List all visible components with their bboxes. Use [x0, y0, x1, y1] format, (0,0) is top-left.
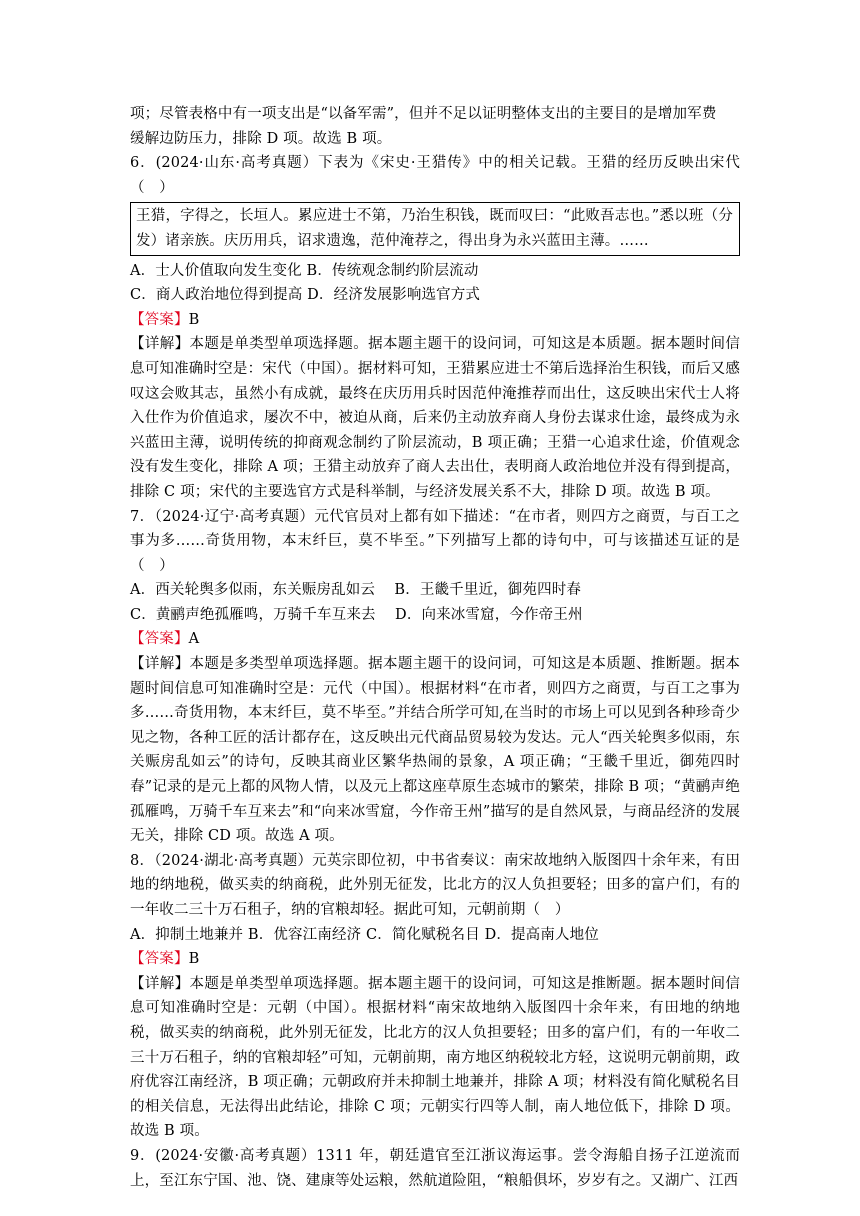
question-8 — [130, 849, 740, 1144]
detail-paragraph — [130, 972, 740, 1144]
detail-paragraph — [130, 332, 740, 504]
document-page — [130, 102, 740, 1193]
question-9 — [130, 1144, 740, 1193]
detail-text: 本题是多类型单项选择题。据本题主题干的设问词，可知这是本质题、推断题。据本题时间信息可知准确时空是：元代（中国）。根据材料“在市者，则四方之商贾，与百工之事为多……奇货用物，本末纤巨，莫不毕至。”并结合所学可知,在当时的市场上可以见到各种珍奇少见之物，各种工匠的活计都存在，这反映出元代商品贸易较为发达。元人“西关轮舆多似雨，东关赈房乱如云”的诗句，反映其商业区繁华热闹的景象，A 项正确；“王畿千里近，御苑四时春”记录的是元上都的风物人情，以及元上都这座草原生态城市的繁荣，排除 B 项；“黄鹂声绝孤雁鸣，万骑千车互来去”和“向来冰雪窟，今作帝王州”描写的是自然风景，与商品经济的发展无关，排除 CD 项。故选 A 项。 — [130, 656, 741, 845]
option-line: C．商人政治地位得到提高 D．经济发展影响选官方式 — [130, 287, 481, 304]
text-line: 缓解边防压力，排除 D 项。故选 B 项。 — [130, 130, 392, 147]
option-line: A．西关轮舆多似雨，东关赈房乱如云 B．王畿千里近，御苑四时春 — [130, 582, 582, 599]
question-stem: 6．(2024·山东·高考真题）下表为《宋史·王猎传》中的相关记载。王猎的经历反映出宋代（ ） — [130, 155, 740, 196]
detail-label: 【详解】 — [130, 975, 190, 992]
detail-text: 本题是单类型单项选择题。据本题主题干的设问词，可知这是本质题。据本题时间信息可知准确时空是：宋代（中国）。据材料可知，王猎累应进士不第后选择治生积钱，而后又感叹这会败其志，虽然小有成就，最终在庆历用兵时因范仲淹推荐而出仕，这反映出宋代士人将入仕作为价值追求，屡次不中，被迫从商，后来仍主动放弃商人身份去谋求仕途，最终成为永兴蓝田主薄，说明传统的抑商观念制约了阶层流动，B 项正确；王猎一心追求仕途，价值观念没有发生变化，排除 A 项；王猎主动放弃了商人去出仕，表明商人政治地位并没有得到提高，排除 C 项；宋代的主要选官方式是科举制，与经济发展关系不大，排除 D 项。故选 B 项。 — [130, 336, 741, 500]
source-box: 王猎，字得之，长垣人。累应进士不第，乃治生积钱，既而叹曰：“此败吾志也。”悉以班（分发）诸亲族。庆历用兵，诏求遗逸，范仲淹荐之，得出身为永兴蓝田主薄。…… — [130, 202, 740, 255]
answer-line — [130, 308, 740, 333]
answer-label: 【答案】 — [130, 311, 189, 328]
question-stem: 9．(2024·安徽·高考真题）1311 年，朝廷遣官至江浙议海运事。尝令海船自扬子江逆流而上，至江东宁国、池、饶、建康等处运粮，然航道险阻，“粮船俱坏，岁岁有之。又湖广、江西 — [130, 1147, 740, 1189]
answer-value: B — [188, 311, 200, 328]
detail-label: 【详解】 — [130, 336, 190, 353]
answer-label: 【答案】 — [130, 631, 189, 648]
option-line: C．黄鹂声绝孤雁鸣，万骑千车互来去 D．向来冰雪窟，今作帝王州 — [130, 606, 583, 623]
detail-paragraph — [130, 652, 740, 849]
answer-value: A — [188, 631, 200, 648]
detail-label: 【详解】 — [130, 656, 190, 673]
question-stem: 8．（2024·湖北·高考真题）元英宗即位初，中书省奏议：南宋故地纳入版图四十余年来，有田地的纳地税，做买卖的纳商税，此外别无征发，比北方的汉人负担要轻；田多的富户们，有的一年收二三十万石租子，纳的官粮却轻。据此可知，元朝前期（ ） — [130, 852, 740, 918]
answer-label: 【答案】 — [130, 951, 189, 968]
option-line: A．抑制土地兼并 B．优容江南经济 C．简化赋税名目 D．提高南人地位 — [130, 926, 599, 943]
answer-line — [130, 627, 740, 652]
answer-value: B — [188, 951, 200, 968]
detail-text: 本题是单类型单项选择题。据本题主题干的设问词，可知这是推断题。据本题时间信息可知准确时空是：元朝（中国）。根据材料“南宋故地纳入版图四十余年来，有田地的纳地税，做买卖的纳商税，此外别无征发，比北方的汉人负担要轻；田多的富户们，有的一年收二三十万石租子，纳的官粮却轻”可知，元朝前期，南方地区纳税较北方轻，这说明元朝前期，政府优容江南经济，B 项正确；元朝政府并未抑制土地兼并，排除 A 项；材料没有简化赋税名目的相关信息，无法得出此结论，排除 C 项；元朝实行四等人制，南人地位低下，排除 D 项。故选 B 项。 — [130, 975, 741, 1140]
text-line: 项；尽管表格中有一项支出是“以备军需”，但并不足以证明整体支出的主要目的是增加军费 — [130, 106, 717, 122]
question-stem: 7．（2024·辽宁·高考真题）元代官员对上都有如下描述：“在市者，则四方之商贾，与百工之事为多……奇货用物，本末纤巨，莫不毕至。”下列描写上都的诗句中，可与该描述互证的是（ ） — [130, 508, 740, 574]
option-line: A．士人价值取向发生变化 B．传统观念制约阶层流动 — [130, 262, 479, 279]
question-6 — [130, 151, 740, 504]
question-7 — [130, 505, 740, 849]
answer-line — [130, 947, 740, 972]
